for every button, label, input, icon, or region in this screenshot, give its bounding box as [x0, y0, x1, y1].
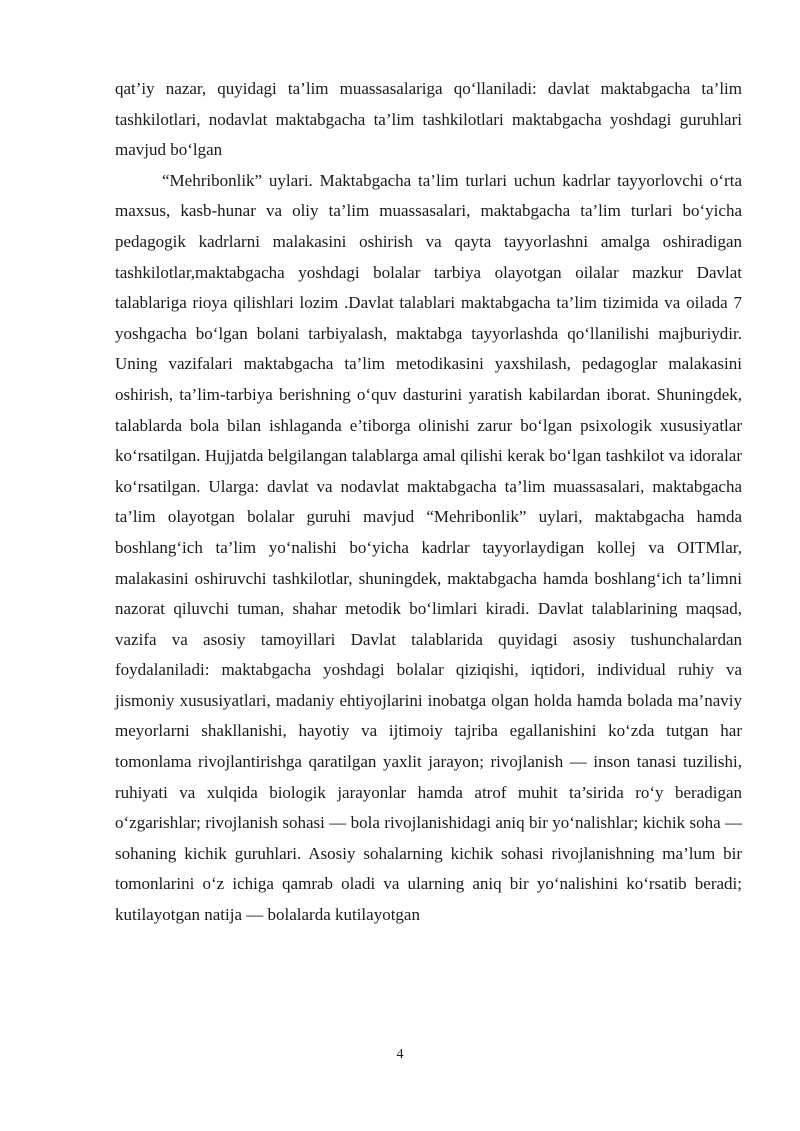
- page-number: 4: [396, 1047, 404, 1062]
- paragraph-continuation: qat’iy nazar, quyidagi ta’lim muassasalariga qo‘llaniladi: davlat maktabgacha ta’lim tashkilotlari, nodavlat maktabgacha ta’lim tashkilotlari maktabgacha yoshdagi guruhlari mavjud bo‘lgan: [115, 79, 742, 160]
- body-text: [115, 74, 742, 931]
- paragraph-main: “Mehribonlik” uylari. Maktabgacha ta’lim turlari uchun kadrlar tayyorlovchi o‘rta maxsus, kasb-hunar va oliy ta’lim muassasalari, maktabgacha ta’lim turlari bo‘yicha pedagogik kadrlarni malakasini oshirish va qayta tayyorlashni amalga oshiradigan tashkilotlar,maktabgacha yoshdagi bolalar tarbiya olayotgan oilalar mazkur Davlat talablariga rioya qilishlari lozim .Davlat talablari maktabgacha ta’lim tizimida va oilada 7 yoshgacha bo‘lgan bolani tarbiyalash, maktabga tayyorlashda qo‘llanilishi majburiydir. Uning vazifalari maktabgacha ta’lim metodikasini yaxshilash, pedagoglar malakasini oshirish, ta’lim-tarbiya berishning o‘quv dasturini yaratish kabilardan iborat. Shuningdek, talablarda bola bilan ishlaganda e’tiborga olinishi zarur bo‘lgan psixologik xususiyatlar ko‘rsatilgan. Hujjatda belgilangan talablarga amal qilishi kerak bo‘lgan tashkilot va idoralar ko‘rsatilgan. Ularga: davlat va nodavlat maktabgacha ta’lim muassasalari, maktabgacha ta’lim olayotgan bolalar guruhi mavjud “Mehribonlik” uylari, maktabgacha hamda boshlang‘ich ta’lim yo‘nalishi bo‘yicha kadrlar tayyorlaydigan kollej va OITMlar, malakasini oshiruvchi tashkilotlar, shuningdek, maktabgacha hamda boshlang‘ich ta’limni nazorat qiluvchi tuman, shahar metodik bo‘limlari kiradi. Davlat talablarining maqsad, vazifa va asosiy tamoyillari Davlat talablarida quyidagi asosiy tushunchalardan foydalaniladi: maktabgacha yoshdagi bolalar qiziqishi, iqtidori, individual ruhiy va jismoniy xususiyatlari, madaniy ehtiyojlarini inobatga olgan holda hamda bolada ma’naviy meyorlarni shakllanishi, hayotiy va ijtimoiy tajriba egallanishini ko‘zda tutgan har tomonlama rivojlantirishga qaratilgan yaxlit jarayon; rivojlanish — inson tanasi tuzilishi, ruhiyati va xulqida biologik jarayonlar hamda atrof muhit ta’sirida ro‘y beradigan o‘zgarishlar; rivojlanish sohasi — bola rivojlanishidagi aniq bir yo‘nalishlar; kichik soha — sohaning kichik guruhlari. Asosiy sohalarning kichik sohasi rivojlanishning ma’lum bir tomonlarini o‘z ichiga qamrab oladi va ularning aniq bir yo‘nalishini ko‘rsatib beradi; kutilayotgan natija — bolalarda kutilayotgan: [115, 170, 742, 925]
